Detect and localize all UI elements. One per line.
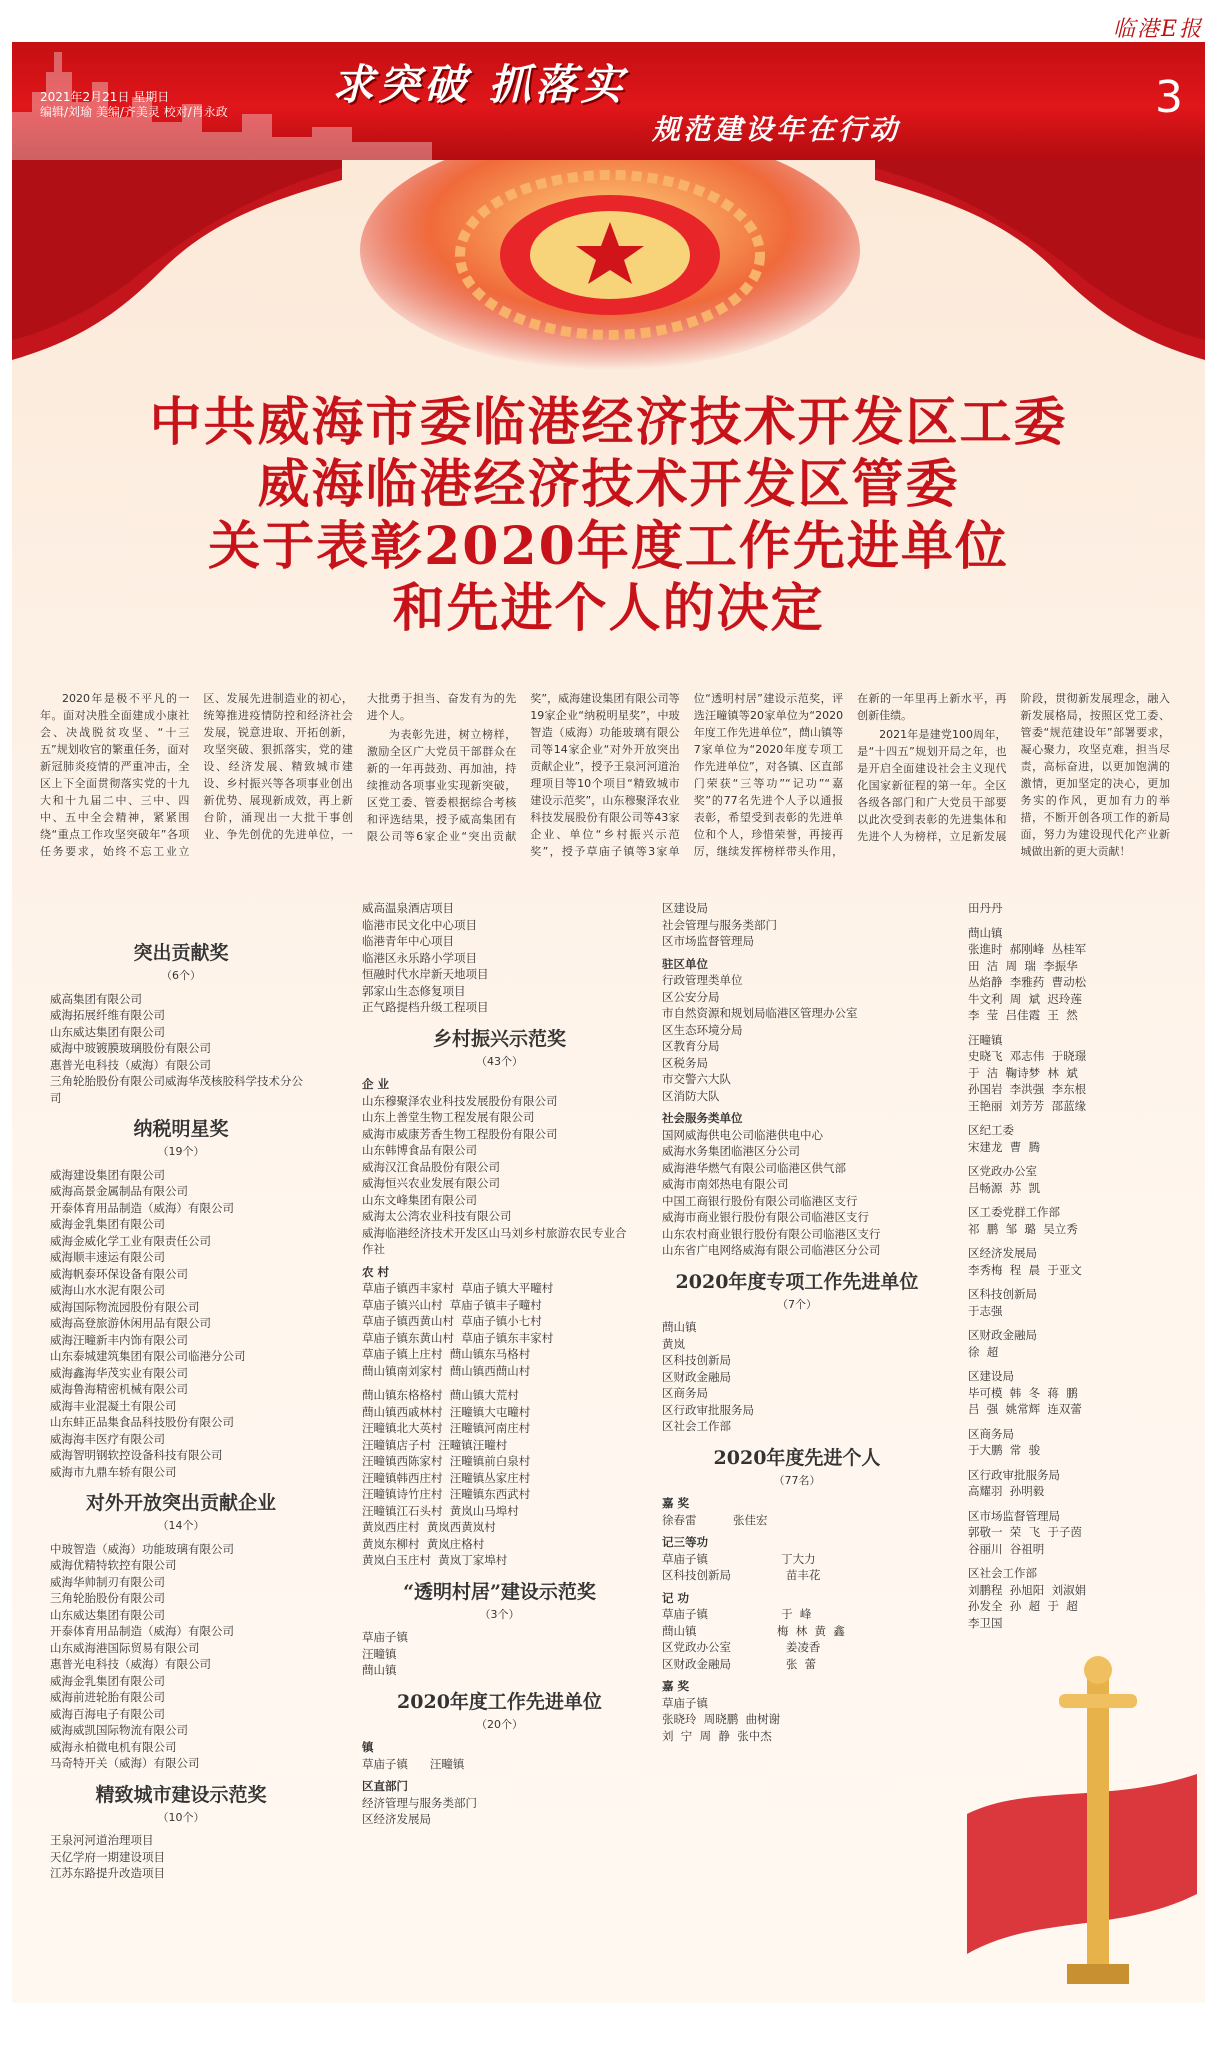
list-item: 威海帆泰环保设备有限公司: [50, 1266, 188, 1281]
list-item: 威海丰业混凝土有限公司: [50, 1398, 177, 1413]
award-list: [968, 900, 1188, 1631]
list-item: [968, 1360, 1188, 1368]
section-title: 2020年度专项工作先进单位: [675, 1270, 919, 1293]
list-item: 牛文利 周 斌 迟玲莲: [968, 991, 1082, 1006]
list-item: 汪疃镇: [362, 1646, 397, 1661]
section-count: （77名）: [773, 1473, 821, 1487]
list-item: 威海太公湾农业科技有限公司: [362, 1209, 512, 1223]
section-title: 精致城市建设示范奖: [95, 1783, 267, 1806]
list-item: 郭敬一 荣 飞 于子茵: [968, 1525, 1082, 1539]
list-item: 区纪工委: [968, 1123, 1014, 1137]
section-count: （14个）: [157, 1519, 205, 1532]
list-item: 区党政办公室: [968, 1164, 1037, 1178]
paper-logo: 临港E报: [1112, 17, 1203, 42]
list-item: 草庙子镇 于 峰: [662, 1607, 812, 1621]
list-item: 威海高登旅游休闲用品有限公司: [50, 1316, 211, 1330]
list-item: 威海鲁海精密机械有限公司: [50, 1382, 188, 1396]
list-item: 行政管理类单位: [662, 973, 743, 987]
list-item: [968, 1114, 1188, 1122]
section-count: （7个）: [777, 1297, 817, 1311]
list-item: [968, 1500, 1188, 1508]
list-item: 威海中玻镀膜玻璃股份有限公司: [50, 1041, 211, 1055]
section-title: “透明村居”建设示范奖: [403, 1580, 596, 1603]
list-item: 威海建设集团有限公司: [50, 1167, 165, 1182]
list-item: 威海市商业银行股份有限公司临港区支行: [662, 1210, 869, 1224]
list-item: 区经济发展局: [362, 1812, 431, 1826]
list-item: 威海市南郊热电有限公司: [662, 1177, 789, 1191]
award-list: [50, 991, 312, 1107]
list-item: 谷丽川 谷祖明: [968, 1541, 1045, 1556]
list-item: 草庙子镇: [662, 1695, 708, 1710]
list-item: 威海汉江食品股份有限公司: [362, 1159, 500, 1174]
headline-line-4: 和先进个人的决定: [392, 578, 825, 639]
section-title: 突出贡献奖: [133, 942, 229, 964]
section-title: 2020年度工作先进单位: [397, 1690, 602, 1713]
award-list: [362, 900, 637, 1016]
list-item: 刘鹏程 孙旭阳 刘淑娟: [968, 1582, 1087, 1597]
list-item: 蔄山镇 梅 林 黄 鑫: [662, 1623, 845, 1638]
list-item: 吕畅源 苏 凯: [968, 1180, 1041, 1195]
list-item: 草庙子镇东黄山村 草庙子镇东丰家村: [362, 1330, 554, 1345]
list-item: 威海前进轮胎有限公司: [50, 1690, 165, 1704]
list-item: 郭家山生态修复项目: [362, 983, 466, 998]
list-item: 山东威达集团有限公司: [50, 1024, 165, 1039]
list-item: 临港区永乐路小学项目: [362, 950, 477, 965]
intro-paragraph-2: 为表彰先进，树立榜样，激励全区广大党员干部群众在新的一年再鼓劲、再加油，持续推动各项事业实现新突破，区党工委、管委根据综合考核和评选结果，授予威高集团有限公司等6家企业“突出贡献奖”，威海建设集团有限公司等19家企业“纳税明星奖”，中玻智造（威海）功能玻璃有限公司等14家企业“对外开放突出贡献企业”，授予王泉河河道治理项目等10个项目“精致城市建设示范奖”，山东穆聚泽农业科技发展股份有限公司等43家企业、单位“乡村振兴示范奖”，授予草庙子镇等3家单位“透明村居”建设示范奖，评选汪疃镇等20家单位为“2020年度工作先进单位”，蔄山镇等7家单位为“2020年度专项工作先进单位”，对各镇、区直部门荣获“三等功”“记功”“嘉奖”的77名先进个人予以通报表彰，希望受到表彰的先进单位和个人，珍惜荣誉，再接再厉，继续发挥榜样带头作用，在新的一年里再上新水平，再创新佳绩。: [366, 692, 1007, 858]
award-list: [662, 1551, 932, 1584]
list-item: 中国工商银行股份有限公司临港区支行: [662, 1193, 858, 1208]
list-item: 区财政金融局: [968, 1328, 1037, 1342]
list-item: 区党政办公室 姜凌香: [662, 1640, 821, 1654]
award-list: [662, 1695, 932, 1745]
list-item: 区生态环境分局: [662, 1022, 743, 1037]
list-item: 惠普光电科技（威海）有限公司: [50, 1657, 211, 1671]
list-item: 汪疃镇江石头村 黄岚山马埠村: [362, 1503, 519, 1518]
list-item: 史晓飞 邓志伟 于晓璟: [968, 1049, 1087, 1063]
list-item: 山东农村商业银行股份有限公司临港区支行: [662, 1226, 881, 1241]
list-item: 张進时 郝刚峰 丛桂军: [968, 942, 1087, 956]
list-item: 汪疃镇店子村 汪疃镇汪疃村: [362, 1437, 508, 1452]
award-list: [362, 1795, 637, 1828]
huabiao-pillar-graphic: [967, 1634, 1197, 1994]
list-item: 威海高景金属制品有限公司: [50, 1184, 188, 1198]
list-item: 威海鑫海华茂实业有限公司: [50, 1365, 188, 1380]
list-item: 草庙子镇西丰家村 草庙子镇大平疃村: [362, 1281, 554, 1295]
list-item: 山东韩博食品有限公司: [362, 1143, 477, 1157]
list-item: 山东蚌正品集食品科技股份有限公司: [50, 1415, 234, 1429]
list-item: 威海国际物流园股份有限公司: [50, 1299, 200, 1314]
list-item: 威海拓展纤维有限公司: [50, 1008, 165, 1022]
list-item: 草庙子镇: [362, 1630, 408, 1644]
list-item: 威海华帅制刃有限公司: [50, 1574, 165, 1589]
award-list: [50, 1541, 312, 1772]
list-item: 区教育分局: [662, 1039, 720, 1053]
list-item: 威海金乳集团有限公司: [50, 1673, 165, 1688]
award-list: [362, 1280, 637, 1569]
list-item: 三角轮胎股份有限公司: [50, 1591, 165, 1605]
list-item: 威海港华燃气有限公司临港区供气部: [662, 1160, 846, 1175]
list-item: 区商务局: [968, 1426, 1014, 1441]
list-item: 威高温泉酒店项目: [362, 901, 454, 915]
list-item: 孙发全 孙 超 于 超: [968, 1599, 1078, 1613]
list-item: 江苏东路提升改造项目: [50, 1866, 165, 1880]
editor-credits: 编辑/刘瑜 美编/齐美灵 校对/肖永政: [40, 105, 228, 119]
list-item: 宋建龙 曹 腾: [968, 1139, 1041, 1154]
list-item: 威海山水水泥有限公司: [50, 1283, 165, 1297]
list-item: 开泰体育用品制造（威海）有限公司: [50, 1200, 234, 1215]
headline-line-1: 中共威海市委临港经济技术开发区工委: [149, 392, 1068, 453]
list-item: 开泰体育用品制造（威海）有限公司: [50, 1624, 234, 1638]
list-item: [968, 1319, 1188, 1327]
list-item: 山东威达集团有限公司: [50, 1607, 165, 1622]
list-item: 区行政审批服务局: [968, 1467, 1060, 1482]
list-item: 李卫国: [968, 1615, 1003, 1630]
list-item: 区市场监督管理局: [968, 1508, 1060, 1523]
list-item: 区建设局: [662, 901, 708, 915]
list-item: 惠普光电科技（威海）有限公司: [50, 1057, 211, 1072]
list-item: [968, 1237, 1188, 1245]
subsection-label: 驻区单位: [662, 956, 708, 971]
list-item: 祁 鹏 邹 璐 吴立秀: [968, 1221, 1078, 1236]
list-item: 于 洁 鞠诗梦 林 斌: [968, 1065, 1078, 1080]
list-item: 草庙子镇兴山村 草庙子镇丰子疃村: [362, 1297, 542, 1312]
list-item: 王泉河河道治理项目: [50, 1833, 154, 1847]
list-item: 汪疃镇诗竹庄村 汪疃镇东西武村: [362, 1487, 531, 1501]
column-3: [662, 900, 932, 1744]
subsection-label: 社会服务类单位: [662, 1111, 743, 1125]
list-item: 威海恒兴农业发展有限公司: [362, 1176, 500, 1190]
list-item: 蔄山镇: [362, 1663, 397, 1677]
list-item: 山东上善堂生物工程发展有限公司: [362, 1110, 535, 1124]
list-item: [362, 1379, 637, 1387]
award-list: [662, 1127, 932, 1259]
list-item: 于大鹏 常 骏: [968, 1443, 1041, 1457]
list-item: 李 莹 吕佳霞 王 然: [968, 1008, 1078, 1022]
award-list: [662, 900, 932, 950]
list-item: 威海金威化学工业有限责任公司: [50, 1233, 211, 1248]
list-item: 中玻智造（威海）功能玻璃有限公司: [50, 1541, 234, 1556]
section-title: 纳税明星奖: [133, 1118, 229, 1140]
page-number: 3: [1155, 72, 1183, 123]
list-item: 蔄山镇: [662, 1320, 697, 1334]
section-count: （19个）: [157, 1145, 205, 1158]
subsection-label: 镇: [362, 1740, 374, 1754]
subsection-label: 嘉 奖: [662, 1496, 690, 1510]
list-item: 区财政金融局 张 蕾: [662, 1656, 817, 1671]
date-line: [40, 90, 228, 120]
subsection-label: 农 村: [362, 1264, 390, 1279]
intro-paragraph-1: 2020年是极不平凡的一年。面对决胜全面建成小康社会、决战脱贫攻坚、“十三五”规划收官的繁重任务，面对新冠肺炎疫情的严重冲击，全区上下全面贯彻落实党的十九大和十九届二中、三中、四中、五中全会精神，紧紧围绕“重点工作攻坚突破年”各项任务要求，始终不忘工业立区、发展先进制造业的初心，统筹推进疫情防控和经济社会发展，锐意进取、开拓创新，攻坚突破、狠抓落实，党的建设、经济发展、精致城市建设、乡村振兴等各项事业创出新优势、展现新成效，再上新台阶，涌现出一大批干事创业、争先创优的先进单位，一大批勇于担当、奋发有为的先进个人。: [40, 692, 517, 858]
list-item: 威海威凯国际物流有限公司: [50, 1723, 188, 1737]
list-item: 毕可模 韩 冬 蒋 鹏: [968, 1385, 1078, 1400]
list-item: 区科技创新局: [662, 1353, 731, 1367]
list-item: [968, 1278, 1188, 1286]
list-item: 王艳丽 刘芳芳 邵蓝缘: [968, 1098, 1087, 1113]
column-1: [50, 930, 312, 1882]
list-item: 威海海丰医疗有限公司: [50, 1431, 165, 1446]
list-item: [968, 1024, 1188, 1032]
list-item: [968, 1196, 1188, 1204]
date-text: 2021年2月21日 星期日: [40, 90, 170, 104]
list-item: 李秀梅 程 晨 于亚文: [968, 1262, 1082, 1277]
column-2: [362, 900, 637, 1828]
list-item: 临港青年中心项目: [362, 934, 454, 948]
list-item: 草庙子镇 丁大力: [662, 1551, 816, 1566]
red-curtain-left: [12, 160, 342, 360]
list-item: 威海汪疃新丰内饰有限公司: [50, 1332, 188, 1347]
list-item: 区行政审批服务局: [662, 1402, 754, 1417]
award-list: [662, 1606, 932, 1672]
subsection-label: 记 功: [662, 1590, 690, 1605]
subsection-label: 企 业: [362, 1077, 390, 1091]
list-item: 蔄山镇: [968, 925, 1003, 940]
list-item: 恒融时代水岸新天地项目: [362, 967, 489, 981]
list-item: 正气路提档升级工程项目: [362, 1000, 489, 1014]
header-banner: [12, 42, 1205, 160]
award-list: [50, 1832, 312, 1882]
award-list: [662, 972, 932, 1104]
list-item: 田 洁 周 瑞 李振华: [968, 958, 1078, 973]
list-item: 社会管理与服务类部门: [662, 917, 777, 932]
list-item: 威海永柏微电机有限公司: [50, 1739, 177, 1754]
list-item: 威海水务集团临港区分公司: [662, 1144, 800, 1158]
list-item: 区市场监督管理局: [662, 934, 754, 948]
list-item: 区社会工作部: [662, 1419, 731, 1433]
list-item: 区公安分局: [662, 989, 720, 1004]
list-item: 蔄山镇西戚林村 汪疃镇大屯疃村: [362, 1404, 531, 1419]
list-item: 黄岚西庄村 黄岚西黄岚村: [362, 1520, 496, 1534]
list-item: 区消防大队: [662, 1088, 720, 1103]
list-item: 草庙子镇 汪疃镇: [362, 1756, 465, 1771]
column-4: [968, 900, 1188, 1631]
section-count: （6个）: [161, 969, 201, 982]
list-item: 汪疃镇北大英村 汪疃镇河南庄村: [362, 1421, 531, 1435]
award-list: [362, 1093, 637, 1258]
list-item: 威海市威康芳香生物工程股份有限公司: [362, 1126, 558, 1141]
intro-text: [40, 690, 1170, 905]
list-item: 区科技创新局: [968, 1287, 1037, 1301]
list-item: 威海百海电子有限公司: [50, 1706, 165, 1721]
list-item: 山东威海港国际贸易有限公司: [50, 1640, 200, 1655]
list-item: 区经济发展局: [968, 1246, 1037, 1260]
section-title: 2020年度先进个人: [713, 1446, 881, 1469]
award-list: [50, 1167, 312, 1481]
list-item: 威高集团有限公司: [50, 991, 142, 1006]
list-item: 丛焰静 李雅药 曹动松: [968, 975, 1087, 989]
list-item: [968, 1557, 1188, 1565]
section-title: 乡村振兴示范奖: [432, 1027, 566, 1050]
list-item: 徐 超: [968, 1344, 999, 1359]
list-item: 高耀羽 孙明毅: [968, 1484, 1045, 1498]
list-item: 山东省广电网络威海有限公司临港区分公司: [662, 1243, 881, 1257]
red-curtain-right: [875, 160, 1205, 360]
list-item: 草庙子镇上庄村 蔄山镇东马格村: [362, 1347, 531, 1361]
award-list: [662, 1319, 932, 1435]
list-item: 威海金乳集团有限公司: [50, 1217, 165, 1231]
list-item: 吕 强 姚常辉 连双蕾: [968, 1402, 1082, 1416]
list-item: 三角轮胎股份有限公司威海华茂核胶科学技术分公司: [50, 1074, 303, 1105]
list-item: 汪疃镇: [968, 1032, 1003, 1047]
headline-line-3: 关于表彰2020年度工作先进单位: [208, 516, 1009, 577]
star-emblem: [350, 160, 870, 400]
list-item: 蔄山镇南刘家村 蔄山镇西蔄山村: [362, 1363, 531, 1378]
list-item: 刘 宁 周 静 张中杰: [662, 1728, 772, 1743]
list-item: 经济管理与服务类部门: [362, 1795, 477, 1810]
headline: [40, 392, 1177, 640]
list-item: 草庙子镇西黄山村 草庙子镇小七村: [362, 1314, 542, 1328]
list-item: [968, 1155, 1188, 1163]
list-item: 威海顺丰速运有限公司: [50, 1250, 165, 1264]
list-item: 蔄山镇东格格村 蔄山镇大荒村: [362, 1388, 519, 1402]
list-item: 区财政金融局: [662, 1369, 731, 1384]
list-item: 威海市九鼎车轿有限公司: [50, 1464, 177, 1479]
list-item: 区商务局: [662, 1386, 708, 1400]
list-item: 国网威海供电公司临港供电中心: [662, 1127, 823, 1142]
list-item: 市交警六大队: [662, 1072, 731, 1086]
intro-paragraph-3: 2021年是建党100周年，是“十四五”规划开局之年，也是开启全面建设社会主义现代化国家新征程的第一年。全区各级各部门和广大党员干部要以此次受到表彰的先进集体和先进个人为榜样，立足新发展阶段，贯彻新发展理念，融入新发展格局，按照区党工委、管委“规范建设年”部署要求，凝心聚力，攻坚克难，担当尽责，高标奋进，以更加饱满的激情，更加坚定的决心，更加务实的作风，更加有力的举措，不断开创各项工作的新局面，努力为建设现代化产业新城做出新的更大贡献！: [857, 692, 1170, 858]
section-count: （20个）: [476, 1717, 523, 1731]
section-count: （10个）: [157, 1810, 205, 1824]
list-item: 区建设局: [968, 1369, 1014, 1383]
list-item: 汪疃镇西陈家村 汪疃镇前白泉村: [362, 1454, 531, 1468]
list-item: 威海优精特软控有限公司: [50, 1558, 177, 1572]
list-item: 黄岚: [662, 1336, 685, 1351]
list-item: 田丹丹: [968, 901, 1003, 915]
list-item: 威海智明钢软控设备科技有限公司: [50, 1448, 223, 1462]
slogan-sub: 规范建设年在行动: [652, 113, 901, 146]
list-item: 徐春雷 张佳宏: [662, 1512, 768, 1527]
list-item: 市自然资源和规划局临港区管理办公室: [662, 1006, 858, 1020]
list-item: 孙国岩 李洪强 李东根: [968, 1082, 1087, 1096]
headline-line-2: 威海临港经济技术开发区管委: [257, 454, 960, 515]
list-item: [968, 1459, 1188, 1467]
list-item: 于志强: [968, 1303, 1003, 1318]
list-item: 临港市民文化中心项目: [362, 917, 477, 932]
list-item: [968, 917, 1188, 925]
list-item: 马奇特开关（威海）有限公司: [50, 1756, 200, 1770]
section-title: 对外开放突出贡献企业: [85, 1492, 276, 1514]
list-item: 山东泰城建筑集团有限公司临港分公司: [50, 1349, 246, 1363]
subsection-label: 嘉 奖: [662, 1679, 690, 1693]
subsection-label: 区直部门: [362, 1779, 408, 1793]
list-item: 威海临港经济技术开发区山马刘乡村旅游农民专业合作社: [362, 1225, 627, 1256]
list-item: 山东文峰集团有限公司: [362, 1192, 477, 1207]
subsection-label: 记三等功: [662, 1535, 708, 1549]
section-count: （3个）: [479, 1607, 520, 1621]
section-count: （43个）: [476, 1054, 523, 1068]
list-item: 区社会工作部: [968, 1566, 1037, 1580]
list-item: 黄岚东柳村 黄岚庄格村: [362, 1536, 485, 1551]
list-item: 区工委党群工作部: [968, 1205, 1060, 1219]
list-item: 张晓玲 周晓鹏 曲树谢: [662, 1712, 781, 1726]
list-item: 山东穆聚泽农业科技发展股份有限公司: [362, 1093, 558, 1108]
slogan-main: 求突破 抓落实: [332, 60, 627, 109]
award-list: [362, 1629, 637, 1679]
list-item: 天亿学府一期建设项目: [50, 1849, 165, 1864]
list-item: 汪疃镇韩西庄村 汪疃镇丛家庄村: [362, 1470, 531, 1485]
list-item: 黄岚白玉庄村 黄岚丁家埠村: [362, 1553, 508, 1567]
list-item: [968, 1418, 1188, 1426]
list-item: 区科技创新局 苗丰花: [662, 1568, 821, 1582]
list-item: 区税务局: [662, 1055, 708, 1070]
